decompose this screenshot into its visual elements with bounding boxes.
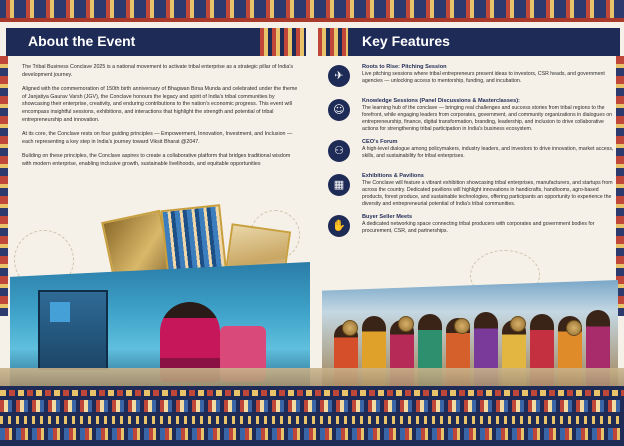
about-paragraph: Aligned with the commemoration of 150th birth anniversary of Bhagwan Birsa Munda and celebrated under the theme of Janjatiya Gaurav Varsh (JGV), the Conclave honours the legacy and spirit of India's tribal communities by showcasing their enterprise, creativity, and enduring contributions to the nation's economic progress. This event will encompass insightful sessions, exhibitions, and interactions that highlight the strength and potential of tribal entrepreneurship and innovation. [22, 86, 298, 123]
forum-icon: ⚇ [328, 140, 350, 162]
features-title: Key Features [362, 33, 450, 49]
about-paragraph: The Tribal Business Conclave 2025 is a national movement to activate tribal enterprise as a strategic pillar of India's development journey. [22, 64, 293, 78]
feature-exhibitions [328, 173, 616, 208]
feature-pitching [328, 64, 616, 92]
basket-shape [510, 316, 526, 332]
basket-shape [454, 318, 470, 334]
left-side-border [0, 56, 8, 316]
feature-text: Live pitching sessions where tribal entrepreneurs present ideas to investors, CSR heads, and government agencies — unlocking access to mentorship, funding, and incubation. [362, 71, 605, 84]
header-stripe [318, 28, 348, 56]
bottom-pattern-row [0, 428, 624, 440]
right-side-border [616, 56, 624, 316]
about-header [6, 28, 306, 56]
feature-buyer-seller [328, 214, 616, 242]
bottom-pattern-row [0, 416, 624, 424]
about-body [22, 64, 300, 176]
features-header [318, 28, 620, 56]
discussion-icon: ☺ [328, 99, 350, 121]
basket-shape [566, 320, 582, 336]
bottom-pattern-row [0, 400, 624, 412]
bottom-pattern-row [0, 390, 624, 396]
about-paragraph: Building on these principles, the Conclave aspires to create a collaborative platform that bridges traditional wisdom with modern enterprise, enabling inclusive growth, sustainable livelihoods, and equitable opportunities [22, 153, 291, 167]
feature-title: Roots to Rise: Pitching Session [362, 64, 447, 70]
feature-title: Buyer Seller Meets [362, 214, 413, 220]
feature-text: The learning hub of the conclave — bringing real challenges and success stories from tribal regions to the forefront, while engaging leaders from corporates, government, and community organizations in dialogues on entrepreneurship, finance, digital transformation, branding, leadership, and inclusion to drive collaborative actions for strengthening tribal participation in India's business ecosystem. [362, 105, 613, 132]
basket-shape [398, 316, 414, 332]
header-stripe [260, 28, 306, 56]
top-tribal-border [0, 0, 624, 22]
feature-text: A dedicated networking space connecting tribal producers with corporates and government bodies for procurement, CSR, and partnerships. [362, 221, 595, 234]
feature-title: Exhibitions & Pavilions [362, 173, 424, 179]
feature-title: CEO's Forum [362, 139, 398, 145]
about-title: About the Event [28, 33, 136, 49]
rocket-icon: ✈ [328, 65, 350, 87]
handshake-icon: ✋ [328, 215, 350, 237]
feature-text: The Conclave will feature a vibrant exhibition showcasing tribal enterprises, manufacturers, and startups from across the country. Dedicated pavilions will highlight innovations in handicrafts, handlooms, agro-based products, forest produce, and sustainable technologies, offering participants an opportunity to experience the diversity and entrepreneurial potential of India's tribal communities. [362, 180, 613, 207]
features-list [328, 64, 616, 248]
ground-strip [0, 368, 624, 386]
basket-shape [342, 320, 358, 336]
feature-title: Knowledge Sessions (Panel Discussions & Masterclasses): [362, 98, 520, 104]
feature-ceo-forum [328, 139, 616, 167]
pavilion-icon: ▦ [328, 174, 350, 196]
about-paragraph: At its core, the Conclave rests on four guiding principles — Empowerment, Innovation, Investment, and Inclusion — each representing a key step in India's journey toward Viksit Bharat @2047. [22, 131, 293, 145]
feature-knowledge-sessions [328, 98, 616, 133]
machine-shape [38, 290, 108, 370]
feature-text: A high-level dialogue among policymakers, industry leaders, and investors to drive innovation, market access, skills, and sustainability for tribal enterprises. [362, 146, 614, 159]
